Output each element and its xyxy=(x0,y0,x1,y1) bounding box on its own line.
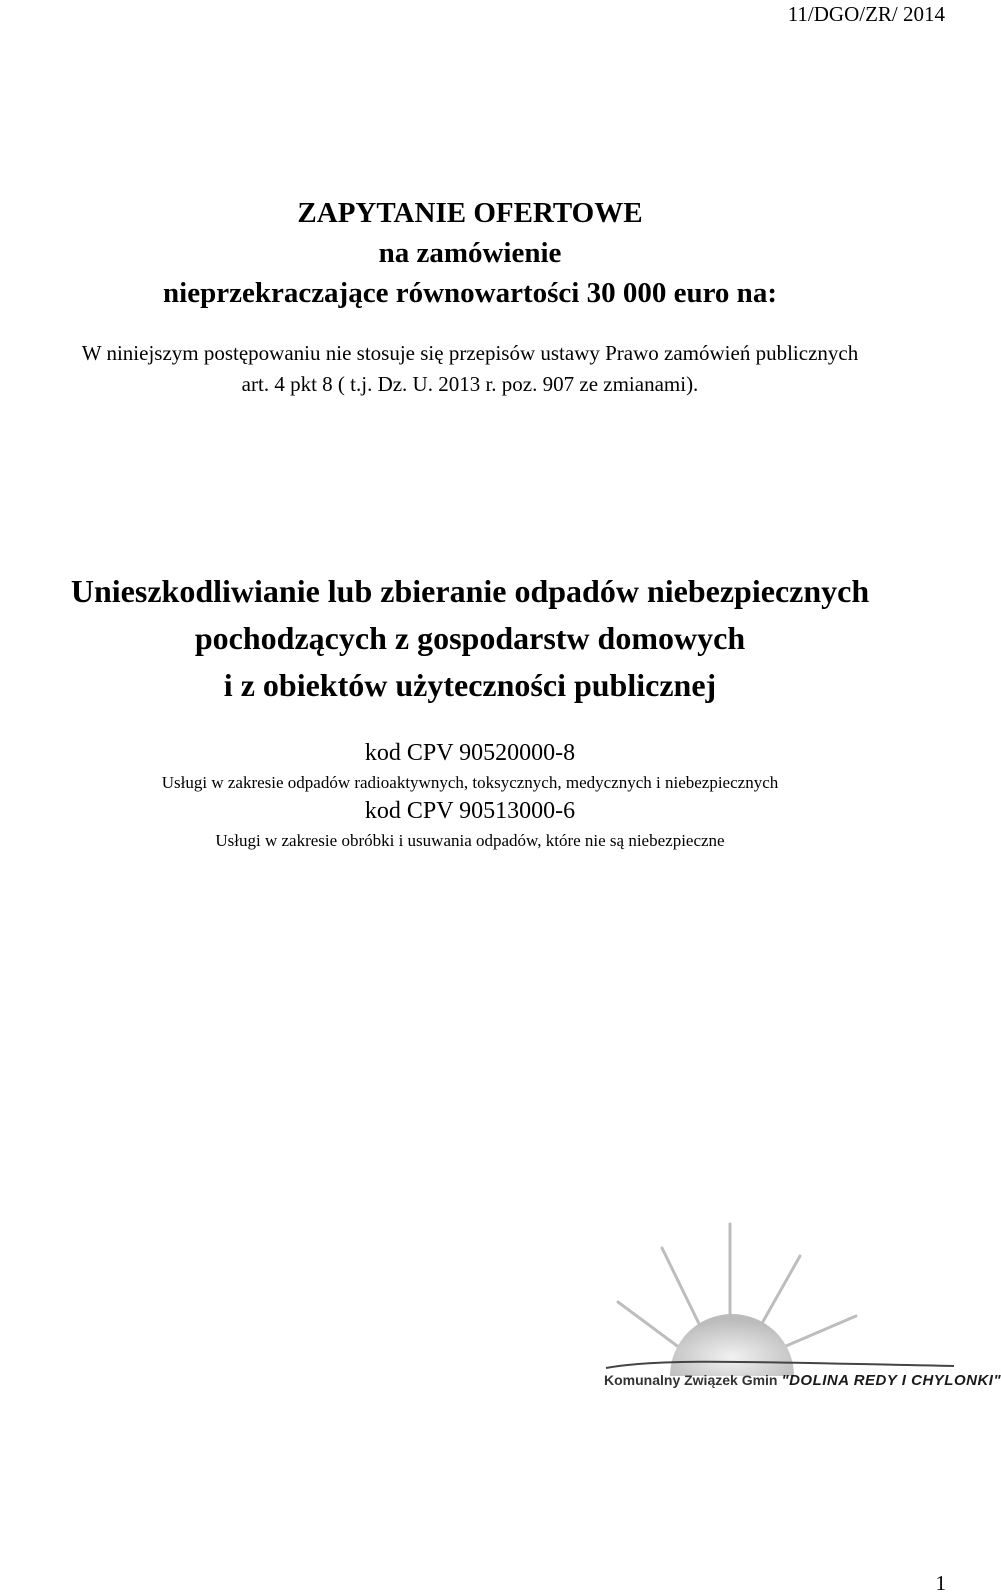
cpv-code-1: kod CPV 90520000-8 xyxy=(364,740,576,766)
document-title xyxy=(0,193,940,313)
cpv-description-1: Usługi w zakresie odpadów radioaktywnych, toksycznych, medycznych i niebezpiecznych xyxy=(161,773,779,792)
title-line-3: nieprzekraczające równowartości 30 000 euro na: xyxy=(163,277,777,309)
logo-caption xyxy=(604,1372,1001,1390)
title-line-1: ZAPYTANIE OFERTOWE xyxy=(297,197,643,229)
intro-line-1: W niniejszym postępowaniu nie stosuje się przepisów ustawy Prawo zamówień publicznych xyxy=(81,341,859,365)
intro-paragraph xyxy=(0,338,940,400)
logo-text-name: "DOLINA REDY I CHYLONKI" xyxy=(781,1372,1001,1389)
cpv-description-2: Usługi w zakresie obróbki i usuwania odpadów, które nie są niebezpieczne xyxy=(215,831,725,850)
sun-disc xyxy=(670,1314,794,1376)
cpv-codes xyxy=(0,738,940,854)
logo-text-union: Komunalny Związek Gmin xyxy=(604,1372,778,1388)
page-number: 1 xyxy=(935,1571,946,1595)
order-subject xyxy=(0,568,940,709)
title-line-2: na zamówienie xyxy=(378,237,562,269)
document-reference: 11/DGO/ZR/ 2014 xyxy=(787,2,945,26)
subject-line-1: Unieszkodliwianie lub zbieranie odpadów niebezpiecznych xyxy=(70,573,870,609)
intro-line-2: art. 4 pkt 8 ( t.j. Dz. U. 2013 r. poz. 907 ze zmianami). xyxy=(241,372,699,396)
cpv-code-2: kod CPV 90513000-6 xyxy=(364,798,576,824)
subject-line-2: pochodzących z gospodarstw domowych xyxy=(194,620,746,656)
subject-line-3: i z obiektów użyteczności publicznej xyxy=(223,667,717,703)
